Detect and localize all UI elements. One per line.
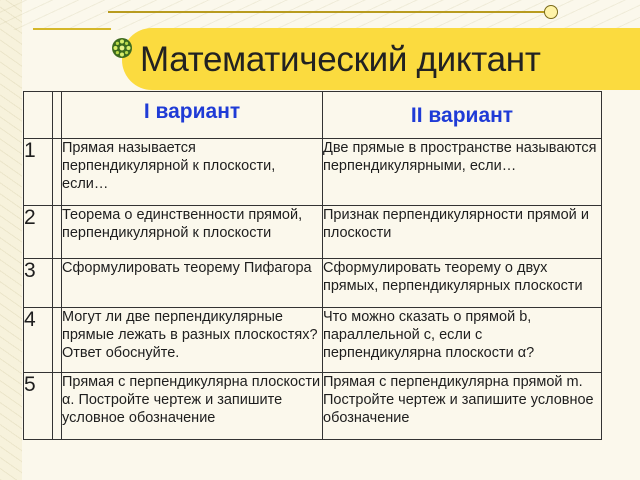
corner-gap-cell <box>53 92 62 139</box>
table-row <box>24 308 602 373</box>
table-row <box>24 259 602 308</box>
question-variant-1: Могут ли две перпендикулярные прямые лежать в разных плоскостях? Ответ обоснуйте. <box>62 308 323 373</box>
table-row <box>24 206 602 259</box>
decorative-line <box>108 11 548 13</box>
dictation-table <box>23 91 602 440</box>
logo-icon <box>110 36 134 60</box>
row-number: 1 <box>24 139 53 206</box>
decorative-knob <box>544 5 558 19</box>
question-variant-2: Прямая с перпендикулярна прямой m. Постройте чертеж и запишите условное обозначение <box>323 373 602 440</box>
question-variant-2: Сформулировать теорему о двух прямых, перпендикулярных плоскости <box>323 259 602 308</box>
row-number: 5 <box>24 373 53 440</box>
question-variant-2: Что можно сказать о прямой b, параллельной c, если с перпендикулярна плоскости α? <box>323 308 602 373</box>
question-variant-2: Признак перпендикулярности прямой и плоскости <box>323 206 602 259</box>
page-title: Математический диктант <box>140 40 541 79</box>
background-pattern-left <box>0 0 22 480</box>
question-variant-1: Теорема о единственности прямой, перпендикулярной к плоскости <box>62 206 323 259</box>
header-variant-1: I вариант <box>62 92 323 139</box>
row-number: 2 <box>24 206 53 259</box>
decorative-accent-line <box>33 28 111 30</box>
corner-cell <box>24 92 53 139</box>
table-row <box>24 373 602 440</box>
row-number: 3 <box>24 259 53 308</box>
question-variant-2: Две прямые в пространстве называются перпендикулярными, если… <box>323 139 602 206</box>
row-number: 4 <box>24 308 53 373</box>
header-variant-2: II вариант <box>323 92 602 139</box>
table-header-row <box>24 92 602 139</box>
table-row <box>24 139 602 206</box>
question-variant-1: Сформулировать теорему Пифагора <box>62 259 323 308</box>
question-variant-1: Прямая называется перпендикулярной к плоскости, если… <box>62 139 323 206</box>
question-variant-1: Прямая с перпендикулярна плоскости α. Постройте чертеж и запишите условное обозначение <box>62 373 323 440</box>
